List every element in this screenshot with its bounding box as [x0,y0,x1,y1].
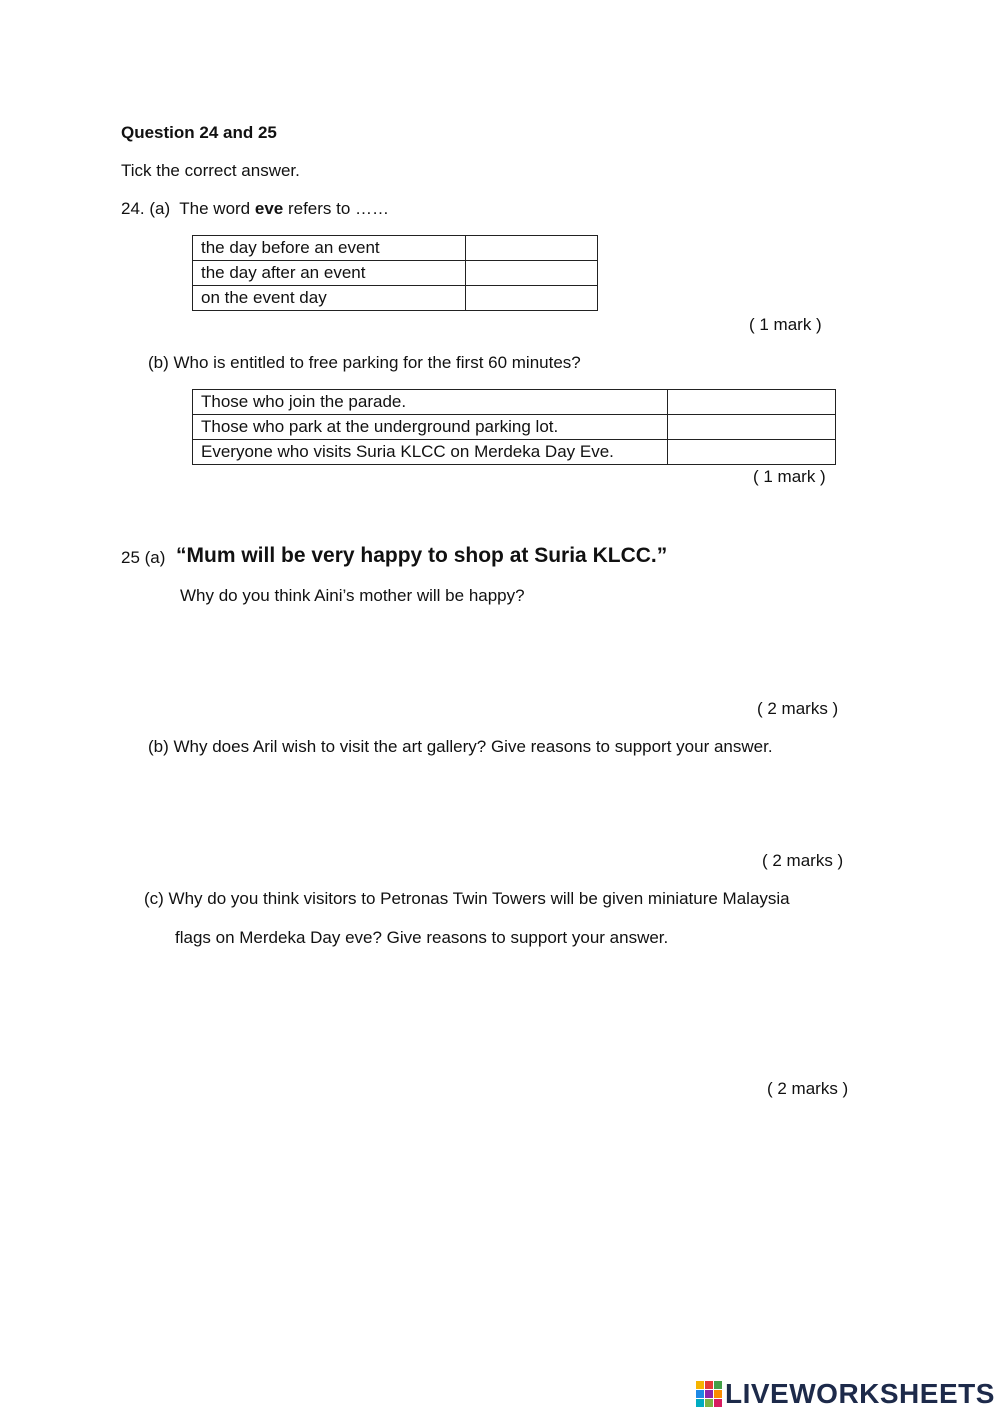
tick-box[interactable] [466,236,598,261]
q24a-question [121,199,389,219]
q25c-marks: ( 2 marks ) [767,1079,849,1098]
option-label: on the event day [193,286,466,311]
q25b-question: (b) Why does Aril wish to visit the art gallery? Give reasons to support your answer. [148,737,773,756]
q25a-label: 25 (a) [121,548,166,567]
tick-box[interactable] [668,440,836,465]
option-label: Everyone who visits Suria KLCC on Merdeka Day Eve. [193,440,668,465]
q24b-marks: ( 1 mark ) [753,467,826,486]
option-label: the day after an event [193,261,466,286]
logo-icon [696,1381,722,1407]
logo-tile [714,1399,722,1407]
tick-box[interactable] [668,390,836,415]
logo-tile [705,1390,713,1398]
logo-tile [696,1381,704,1389]
logo-tile [705,1399,713,1407]
q24a-suffix: refers to …… [283,199,390,218]
logo-tile [705,1381,713,1389]
liveworksheets-logo [696,1377,995,1411]
q25a-question: Why do you think Aini’s mother will be happy? [180,586,525,605]
q24a-marks: ( 1 mark ) [749,315,822,334]
option-label: the day before an event [193,236,466,261]
table-row [193,390,836,415]
table-row [193,286,598,311]
q25b-marks: ( 2 marks ) [762,851,844,870]
q25a-quote: “Mum will be very happy to shop at Suria KLCC.” [176,544,668,567]
table-row [193,440,836,465]
logo-tile [714,1390,722,1398]
q25c-question-line2: flags on Merdeka Day eve? Give reasons to support your answer. [175,928,669,947]
section-heading: Question 24 and 25 [121,123,277,142]
logo-tile [696,1399,704,1407]
q25a-answer-area[interactable] [180,616,840,696]
q24b-options-table [192,389,836,465]
q24a-options-table [192,235,598,311]
logo-tile [696,1390,704,1398]
table-row [193,261,598,286]
logo-text: LIVEWORKSHEETS [725,1378,995,1409]
logo-tile [714,1381,722,1389]
instruction-text: Tick the correct answer. [121,161,300,180]
tick-box[interactable] [668,415,836,440]
tick-box[interactable] [466,286,598,311]
q25c-question-line1: (c) Why do you think visitors to Petronas Twin Towers will be given miniature Malaysia [144,889,790,908]
q25c-answer-area[interactable] [175,960,845,1070]
q25a-marks: ( 2 marks ) [757,699,839,718]
q24b-question: (b) Who is entitled to free parking for the first 60 minutes? [148,353,581,372]
q25b-answer-area[interactable] [180,768,840,848]
q24a-keyword: eve [254,199,284,218]
tick-box[interactable] [466,261,598,286]
option-label: Those who join the parade. [193,390,668,415]
table-row [193,415,836,440]
q24a-prefix: 24. (a) The word [121,199,255,218]
table-row [193,236,598,261]
option-label: Those who park at the underground parking lot. [193,415,668,440]
